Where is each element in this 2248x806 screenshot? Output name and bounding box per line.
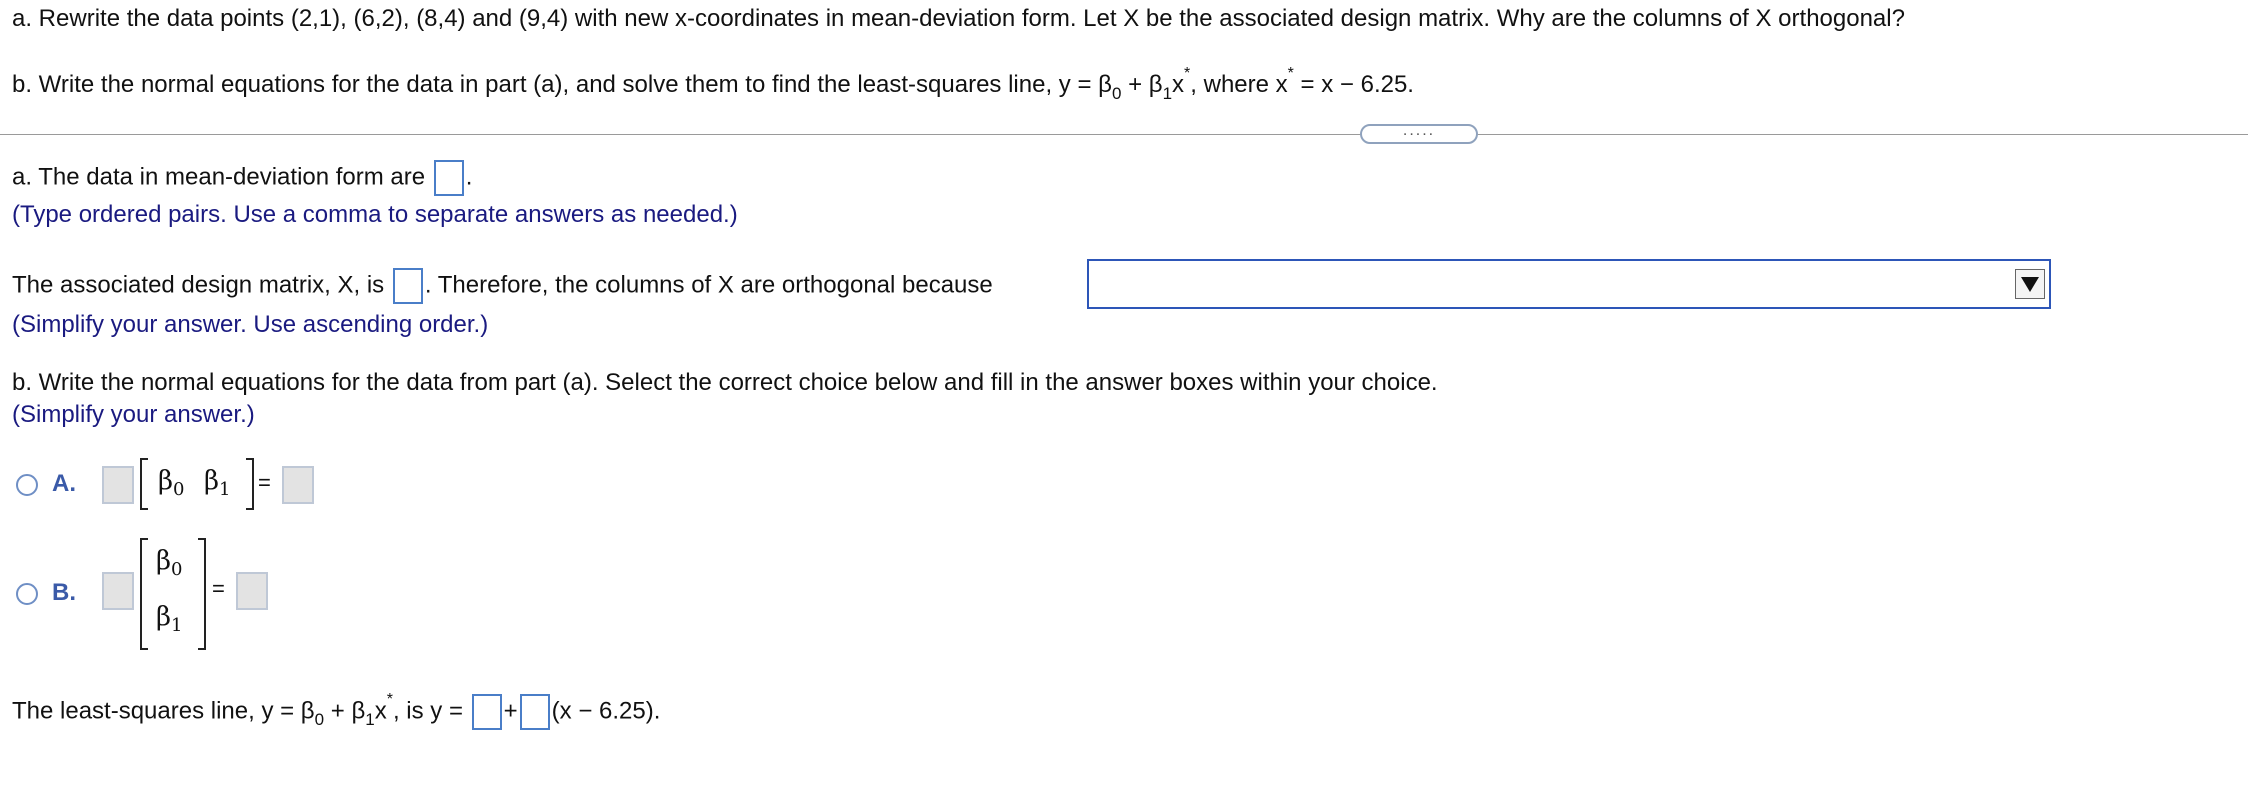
- superscript-star: *: [386, 691, 393, 709]
- subscript-0: 0: [1111, 84, 1122, 103]
- right-bracket: [246, 458, 254, 510]
- ls-line-text: x: [374, 697, 387, 725]
- choice-b-rhs-input[interactable]: [236, 572, 268, 610]
- left-bracket: [140, 458, 148, 510]
- beta-1: [156, 602, 183, 636]
- beta-symbol: β: [156, 602, 172, 632]
- question-part-b-text: b. Write the normal equations for the data in part (a), and solve them to find the least-squares line, y = β: [12, 71, 1112, 98]
- design-matrix-label: The associated design matrix, X, is: [12, 271, 385, 299]
- least-squares-line: [12, 691, 661, 730]
- equals-sign: =: [212, 576, 225, 601]
- question-part-b-text: , where x: [1190, 71, 1288, 98]
- question-part-b-text: + β: [1121, 71, 1163, 98]
- answer-a-label: a. The data in mean-deviation form are: [12, 163, 426, 191]
- choice-a-rhs-input[interactable]: [282, 466, 314, 504]
- superscript-star: *: [1287, 65, 1294, 82]
- beta-1: [204, 466, 231, 500]
- design-matrix-hint: (Simplify your answer. Use ascending order.): [12, 311, 489, 338]
- answer-a-period: .: [465, 163, 473, 191]
- choice-a-radio[interactable]: [16, 474, 38, 496]
- choice-b-radio[interactable]: [16, 583, 38, 605]
- ls-line-text: + β: [324, 697, 366, 725]
- ls-line-suffix: (x − 6.25).: [551, 697, 661, 725]
- question-part-a: a. Rewrite the data points (2,1), (6,2), (8,4) and (9,4) with new x-coordinates in mean-deviation form. Let X be the associated design matrix. Why are the columns of X orthogonal?: [12, 5, 1905, 32]
- choice-b-matrix-input[interactable]: [102, 572, 134, 610]
- subscript-1: 1: [1162, 84, 1173, 103]
- right-bracket: [198, 538, 206, 650]
- ls-line-text: The least-squares line, y = β: [12, 697, 315, 725]
- section-divider: [0, 134, 2248, 135]
- answer-a-line1: [12, 160, 472, 196]
- beta-symbol: β: [158, 466, 174, 496]
- beta-symbol: β: [156, 546, 172, 576]
- beta-0: [156, 546, 183, 580]
- answer-a-line2: [12, 268, 993, 304]
- choice-a-matrix-input[interactable]: [102, 466, 134, 504]
- answer-b-instruction: b. Write the normal equations for the data from part (a). Select the correct choice below and fill in the answer boxes within your choice.: [12, 369, 1438, 396]
- question-part-b-text: = x − 6.25.: [1293, 71, 1414, 98]
- beta-0: [158, 466, 185, 500]
- expand-question-button[interactable]: .....: [1360, 124, 1478, 144]
- subscript-0: 0: [173, 479, 185, 500]
- question-part-b: [12, 65, 1414, 103]
- question-part-b-text: x: [1172, 71, 1185, 98]
- subscript-1: 1: [171, 615, 183, 636]
- intercept-input[interactable]: [472, 694, 502, 730]
- subscript-0: 0: [171, 559, 183, 580]
- slope-input[interactable]: [520, 694, 550, 730]
- choice-b-label[interactable]: B.: [52, 579, 76, 606]
- dropdown-arrow-icon[interactable]: [2015, 269, 2045, 299]
- beta-symbol: β: [204, 466, 220, 496]
- subscript-0: 0: [314, 710, 325, 730]
- mean-deviation-answer-input[interactable]: [434, 160, 464, 196]
- answer-b-hint: (Simplify your answer.): [12, 401, 255, 428]
- subscript-1: 1: [219, 479, 231, 500]
- equals-sign: =: [258, 470, 271, 495]
- design-matrix-input[interactable]: [393, 268, 423, 304]
- left-bracket: [140, 538, 148, 650]
- subscript-1: 1: [365, 710, 375, 730]
- orthogonal-reason-label: . Therefore, the columns of X are orthogonal because: [424, 271, 993, 299]
- orthogonal-reason-dropdown[interactable]: [1087, 259, 2051, 309]
- superscript-star: *: [1184, 65, 1191, 82]
- ls-line-text: , is y =: [392, 697, 463, 725]
- plus-sign: +: [503, 697, 518, 725]
- answer-a-hint: (Type ordered pairs. Use a comma to separate answers as needed.): [12, 201, 738, 228]
- choice-a-label[interactable]: A.: [52, 470, 76, 497]
